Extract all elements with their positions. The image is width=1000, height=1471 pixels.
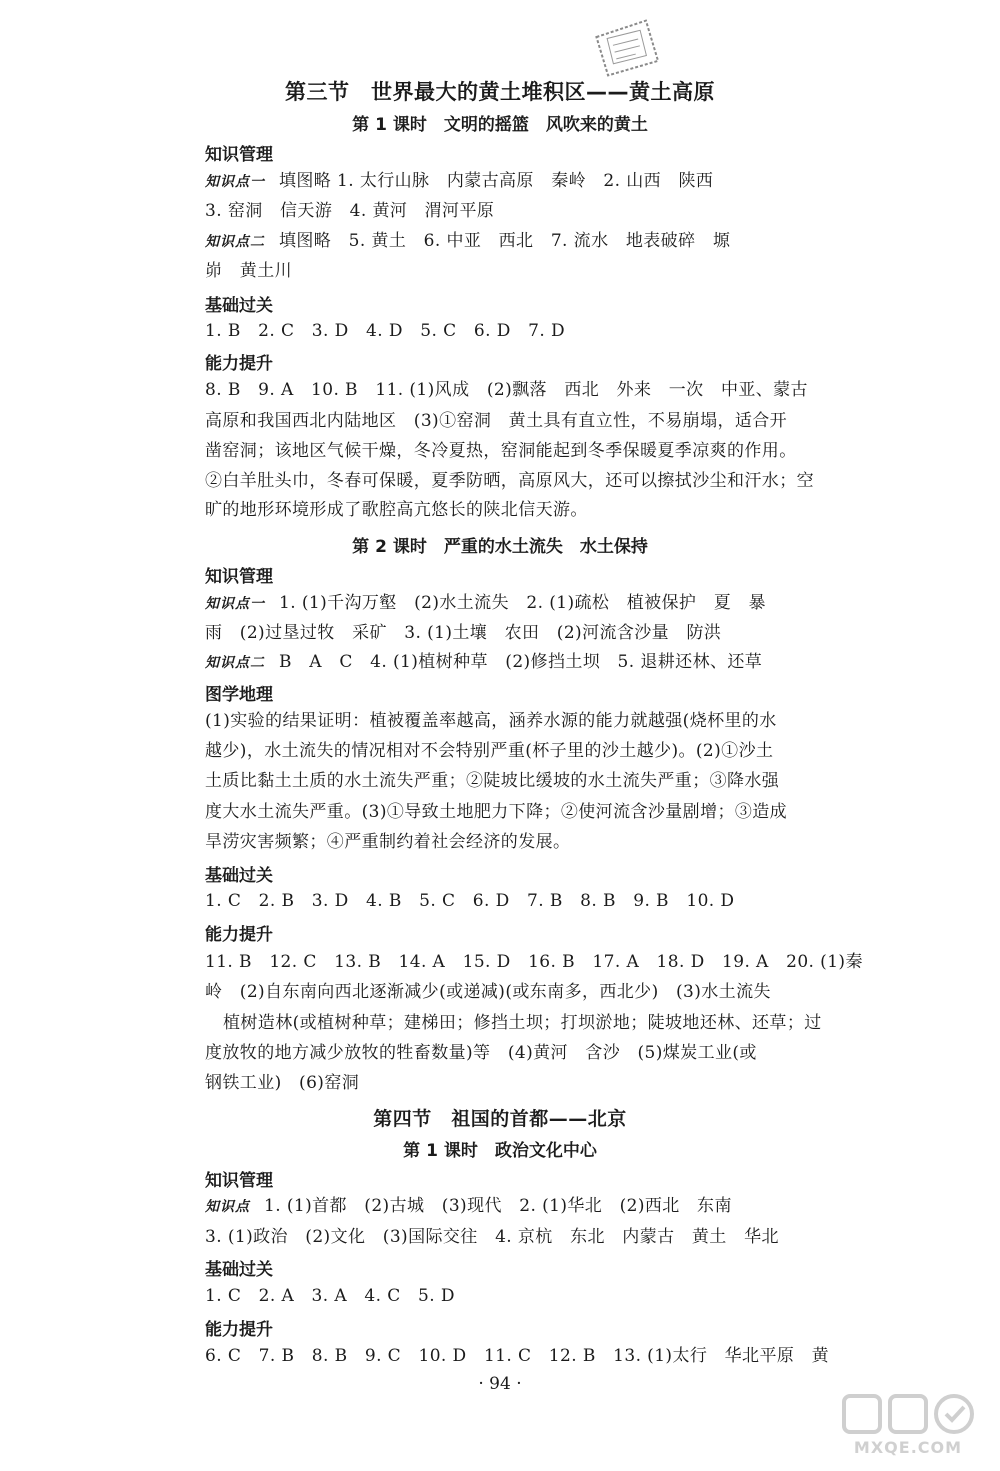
answer-text: 1. (1)首都 (2)古城 (3)现代 2. (1)华北 (2)西北 东南 [264, 1196, 732, 1216]
answer-text: 钢铁工业) (6)窑洞 [205, 1073, 360, 1093]
heading-basic: 基础过关 [205, 296, 273, 316]
heading-basic: 基础过关 [205, 1260, 273, 1280]
answer-text: 度放牧的地方减少放牧的牲畜数量)等 (4)黄河 含沙 (5)煤炭工业(或 [205, 1043, 757, 1063]
answer-text: 度大水土流失严重。(3)①导致土地肥力下降；②使河流含沙量剧增；③造成 [205, 802, 788, 822]
answer-text: 越少)，水土流失的情况相对不会特别严重(杯子里的沙土越少)。(2)①沙土 [205, 741, 774, 761]
answer-text: 11. B 12. C 13. B 14. A 15. D 16. B 17. A 18. D 19. A 20. (1)秦 [205, 952, 863, 972]
watermark-logo [838, 1390, 978, 1466]
answer-text: 8. B 9. A 10. B 11. (1)风成 (2)飘落 西北 外来 一次 中亚、蒙古 [205, 380, 808, 400]
knowledge-line [205, 170, 713, 193]
answer-text: 3. 窑洞 信天游 4. 黄河 渭河平原 [205, 201, 495, 221]
section-title: 第三节 世界最大的黄土堆积区——黄土高原 [285, 80, 715, 104]
knowledge-line [205, 651, 762, 674]
answer-text: 雨 (2)过垦过牧 采矿 3. (1)土壤 农田 (2)河流含沙量 防洪 [205, 623, 722, 643]
answer-text: 峁 黄土川 [205, 261, 292, 281]
answer-text: 旷的地形环境形成了歌腔高亢悠长的陕北信天游。 [205, 500, 588, 520]
answer-text: 高原和我国西北内陆地区 (3)①窑洞 黄土具有直立性，不易崩塌，适合开 [205, 411, 788, 431]
watermark-icon [838, 1390, 978, 1438]
answer-text: 岭 (2)自东南向西北逐渐减少(或递减)(或东南多，西北少) (3)水土流失 [205, 982, 771, 1002]
watermark-text: MXQE.COM [853, 1438, 963, 1457]
knowledge-point-label: 知识点一 [205, 596, 265, 612]
knowledge-point-label: 知识点二 [205, 234, 265, 250]
page-number: · 94 · [478, 1374, 522, 1394]
knowledge-line [205, 230, 730, 253]
lesson-title: 第 1 课时 文明的摇篮 风吹来的黄土 [352, 115, 648, 135]
answer-text: 凿窑洞；该地区气候干燥，冬冷夏热，窑洞能起到冬季保暖夏季凉爽的作用。 [205, 441, 797, 461]
answer-text: 1. B 2. C 3. D 4. D 5. C 6. D 7. D [205, 321, 565, 341]
answer-text: 填图略 5. 黄土 6. 中亚 西北 7. 流水 地表破碎 塬 [279, 231, 731, 251]
answer-text: 1. C 2. A 3. A 4. C 5. D [205, 1286, 455, 1306]
heading-basic: 基础过关 [205, 866, 273, 886]
heading-ability: 能力提升 [205, 925, 273, 945]
knowledge-point-label: 知识点一 [205, 174, 265, 190]
answer-text: 3. (1)政治 (2)文化 (3)国际交往 4. 京杭 东北 内蒙古 黄土 华北 [205, 1227, 779, 1247]
answer-text: 填图略 1. 太行山脉 内蒙古高原 秦岭 2. 山西 陕西 [279, 171, 714, 191]
answer-text: 1. (1)千沟万壑 (2)水土流失 2. (1)疏松 植被保护 夏 暴 [279, 593, 766, 613]
heading-knowledge: 知识管理 [205, 1171, 273, 1191]
answer-text: 土质比黏土土质的水土流失严重；②陡坡比缓坡的水土流失严重；③降水强 [205, 771, 780, 791]
knowledge-point-label: 知识点二 [205, 655, 265, 671]
section-title: 第四节 祖国的首都——北京 [373, 1108, 627, 1130]
heading-knowledge: 知识管理 [205, 145, 273, 165]
knowledge-line [205, 592, 766, 615]
answer-text: 1. C 2. B 3. D 4. B 5. C 6. D 7. B 8. B 9. B 10. D [205, 891, 735, 911]
heading-ability: 能力提升 [205, 354, 273, 374]
heading-figure: 图学地理 [205, 685, 273, 705]
answer-text: (1)实验的结果证明：植被覆盖率越高，涵养水源的能力就越强(烧杯里的水 [205, 711, 777, 731]
heading-ability: 能力提升 [205, 1320, 273, 1340]
knowledge-line [205, 1195, 732, 1218]
heading-knowledge: 知识管理 [205, 567, 273, 587]
answer-text: ②白羊肚头巾，冬春可保暖，夏季防晒，高原风大，还可以擦拭沙尘和汗水；空 [205, 471, 814, 491]
answer-text: B A C 4. (1)植树种草 (2)修挡土坝 5. 退耕还林、还草 [279, 652, 763, 672]
lesson-title: 第 1 课时 政治文化中心 [403, 1141, 597, 1161]
knowledge-point-label: 知识点 [205, 1199, 250, 1215]
answer-text: 6. C 7. B 8. B 9. C 10. D 11. C 12. B 13. (1)太行 华北平原 黄 [205, 1346, 830, 1366]
answer-text: 旱涝灾害频繁；④严重制约着社会经济的发展。 [205, 832, 571, 852]
stamp-icon [591, 15, 664, 80]
answer-text: 植树造林(或植树种草；建梯田；修挡土坝；打坝淤地；陡坡地还林、还草；过 [223, 1013, 822, 1033]
lesson-title: 第 2 课时 严重的水土流失 水土保持 [352, 537, 648, 557]
